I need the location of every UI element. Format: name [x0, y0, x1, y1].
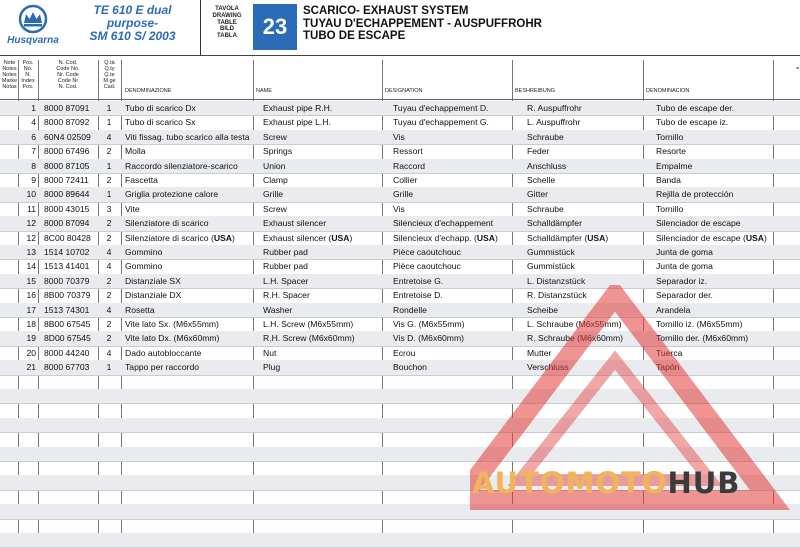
cell-es: Tornillo [656, 203, 684, 214]
cell-code: 8B00 70379 [44, 290, 91, 301]
watermark-text [472, 466, 740, 500]
cell-en: Plug [263, 362, 281, 373]
cell-es: Separador iz. [656, 275, 708, 286]
brand-name: Husqvarna [7, 35, 59, 46]
col-header-line: Pos. [22, 60, 34, 66]
cell-code: 8C00 80428 [44, 232, 91, 243]
cell-pos: 8 [31, 160, 36, 171]
cell-en: Nut [263, 347, 277, 358]
header-divider [200, 0, 201, 55]
cell-code: 8000 87105 [44, 160, 90, 171]
cell-fr: Vis [393, 131, 405, 142]
cell-es: Tubo de escape iz. [656, 117, 729, 128]
col-header-line: Notas [2, 84, 17, 90]
table-row [0, 115, 800, 129]
cell-it: Gommino [125, 247, 163, 257]
cell-pos: 16 [26, 290, 36, 301]
cell-qty: 2 [106, 175, 112, 185]
plate-label-line: TABLA [217, 33, 237, 40]
cell-de: Feder [527, 146, 550, 157]
cell-code: 8B00 67545 [44, 319, 91, 329]
cell-fr: Tuyau d'echappement D. [393, 103, 489, 113]
col-code-header [39, 60, 97, 100]
cell-qty: 4 [106, 347, 112, 358]
cell-es: Resorte [656, 146, 687, 157]
cell-de: Schalldämpfer (USA) [527, 232, 609, 243]
table-row [0, 259, 800, 273]
table-row [0, 202, 800, 216]
cell-it: Raccordo silenziatore-scarico [125, 160, 238, 171]
cell-en: Clamp [263, 175, 288, 185]
col-header-line: No. [23, 66, 33, 72]
section-title: SCARICO- EXHAUST SYSTEM [303, 5, 469, 17]
cell-de: Schraube [527, 203, 564, 214]
empty-row [0, 418, 800, 432]
table-row [0, 303, 800, 317]
cell-es: Tuerca [656, 347, 683, 358]
cell-pos: 11 [27, 203, 36, 214]
plate-label [204, 6, 250, 40]
cell-code: 8000 89644 [44, 189, 90, 200]
cell-qty: 1 [106, 103, 112, 113]
cell-it: Silenziatore di scarico (USA) [125, 232, 235, 243]
cell-it: Griglia protezione calore [125, 189, 219, 200]
empty-row [0, 447, 800, 461]
cell-qty: 2 [106, 275, 112, 286]
watermark-hub: HUB [667, 466, 741, 500]
cell-de: L. Distanzstück [527, 275, 586, 286]
model-line: TE 610 E dual [93, 3, 172, 17]
cell-it: Gommino [125, 261, 163, 272]
col-qty-header [99, 60, 120, 100]
cell-de: Schalldämpfer [527, 218, 582, 229]
cell-es: Tapón [656, 362, 680, 373]
cell-fr: Raccord [393, 160, 425, 171]
cell-en: Grille [263, 189, 284, 200]
cell-it: Fascetta [125, 175, 158, 185]
cell-qty: 4 [106, 131, 112, 142]
cell-de: Verschluss [527, 362, 569, 373]
cell-fr: Grille [393, 189, 414, 200]
cell-fr: Vis [393, 203, 405, 214]
empty-row [0, 389, 800, 403]
cell-en: Exhaust silencer [263, 218, 327, 229]
cell-fr: Silencieux d'echappement [393, 218, 494, 229]
cell-fr: Pièce caoutchouc [393, 261, 461, 272]
cell-qty: 2 [106, 290, 112, 301]
col-header-line: Notes [2, 72, 17, 78]
col-it-header: DENOMINAZIONE [125, 88, 172, 94]
cell-es: Tornillo [656, 131, 684, 142]
cell-code: 8000 87091 [44, 103, 90, 113]
cell-pos: 17 [26, 304, 36, 315]
col-pos-header [19, 60, 37, 100]
cell-fr: Tuyau d'echappement G. [393, 117, 489, 128]
table-row [0, 331, 800, 345]
watermark-automoto: AUTOMOTO [472, 466, 668, 500]
table-row [0, 101, 800, 115]
model-title [70, 4, 195, 43]
cell-fr: Entretoise D. [393, 290, 443, 301]
table-row [0, 159, 800, 173]
cell-de: Gummistück [527, 247, 575, 257]
cell-de: R. Schraube (M6x60mm) [527, 333, 623, 344]
cell-de: Scheibe [527, 304, 559, 315]
cell-qty: 3 [106, 203, 112, 214]
cell-es: Junta de goma [656, 247, 713, 257]
cell-pos: 6 [31, 131, 36, 142]
col-header-line: N. Cod. [58, 84, 78, 90]
col-header-line: N. Cod. [58, 60, 78, 66]
cell-code: 1513 74301 [44, 304, 90, 315]
cell-code: 1513 41401 [44, 261, 90, 272]
cell-it: Vite [125, 203, 140, 214]
cell-qty: 1 [106, 362, 112, 373]
col-header-line: Nr. Code [57, 72, 79, 78]
col-notes-header [1, 60, 18, 100]
cell-en: Washer [263, 304, 293, 315]
col-header-line: Code No. [56, 66, 80, 72]
col-header-line: Cad. [103, 84, 116, 90]
plate-label-line: TABLE [217, 19, 237, 26]
col-header-line: Q.te [104, 72, 115, 78]
cell-en: Screw [263, 131, 287, 142]
cell-it: Tubo di scarico Dx [125, 103, 196, 113]
cell-pos: 21 [26, 362, 36, 373]
col-header-line: M.ge [103, 78, 116, 84]
section-titles [303, 5, 542, 43]
cell-pos: 15 [26, 275, 36, 286]
cell-fr: Ressort [393, 146, 423, 157]
cell-qty: 4 [106, 304, 112, 315]
cell-it: Tappo per raccordo [125, 362, 200, 373]
cell-pos: 10 [26, 189, 36, 200]
col-extra-header: = [796, 66, 800, 72]
cell-qty: 2 [106, 319, 112, 329]
empty-row [0, 504, 800, 518]
table-row [0, 245, 800, 259]
cell-qty: 2 [106, 333, 112, 344]
cell-it: Rosetta [125, 304, 155, 315]
cell-pos: 13 [26, 247, 36, 257]
cell-de: L. Auspuffrohr [527, 117, 581, 128]
cell-qty: 1 [106, 189, 112, 200]
cell-fr: Rondelle [393, 304, 427, 315]
table-row [0, 144, 800, 158]
cell-en: Screw [263, 203, 287, 214]
table-row [0, 317, 800, 331]
cell-fr: Collier [393, 175, 418, 185]
table-row [0, 288, 800, 302]
empty-row [0, 403, 800, 417]
cell-de: R. Auspuffrohr [527, 103, 582, 113]
cell-it: Distanziale DX [125, 290, 182, 301]
cell-fr: Bouchon [393, 362, 427, 373]
section-title: TUYAU D'ECHAPPEMENT - AUSPUFFROHR [303, 17, 542, 30]
cell-code: 8000 70379 [44, 275, 90, 286]
cell-it: Silenziatore di scarico [125, 218, 209, 229]
cell-it: Molla [125, 146, 146, 157]
table-row [0, 274, 800, 288]
plate-label-line: TAVOLA [215, 6, 239, 12]
cell-en: Rubber pad [263, 261, 308, 272]
table-row [0, 360, 800, 374]
cell-fr: Silencieux d'echapp. (USA) [393, 232, 498, 243]
cell-qty: 2 [106, 218, 112, 229]
header-rule [0, 99, 800, 100]
cell-code: 8000 72411 [44, 175, 89, 185]
col-header-line: Index [21, 78, 35, 84]
plate-label-line: BILD [220, 26, 234, 33]
cell-es: Silenciador de escape (USA) [656, 232, 767, 243]
model-line: SM 610 S/ 2003 [89, 29, 176, 43]
cell-fr: Ecrou [393, 347, 416, 358]
cell-qty: 4 [106, 261, 112, 272]
cell-code: 8000 67496 [44, 146, 90, 157]
plate-label-line: DRAWING [212, 12, 242, 19]
cell-it: Vite lato Dx. (M6x60mm) [125, 333, 220, 344]
col-en-header: NAME [256, 88, 272, 94]
cell-de: Schraube [527, 131, 564, 142]
cell-pos: 12 [26, 232, 36, 243]
cell-en: R.H. Spacer [263, 290, 310, 301]
cell-en: Union [263, 160, 286, 171]
cell-qty: 2 [106, 146, 112, 157]
cell-pos: 9 [31, 175, 36, 185]
cell-code: 1514 10702 [44, 247, 90, 257]
cell-pos: 18 [26, 319, 36, 329]
cell-en: R.H. Screw (M6x60mm) [263, 333, 355, 344]
cell-en: L.H. Screw (M6x55mm) [263, 319, 354, 329]
empty-row [0, 533, 800, 547]
page-header [0, 0, 800, 56]
empty-row [0, 432, 800, 446]
col-header-line: Marke [1, 78, 18, 84]
cell-fr: Vis G. (M6x55mm) [393, 319, 465, 329]
cell-pos: 12 [26, 218, 36, 229]
cell-it: Tubo di scarico Sx [125, 117, 196, 128]
cell-fr: Pièce caoutchouc [393, 247, 461, 257]
cell-it: Vite lato Sx. (M6x55mm) [125, 319, 219, 329]
husqvarna-crown-icon [16, 4, 50, 34]
cell-es: Tornillo der. (M6x60mm) [656, 333, 749, 344]
cell-es: Silenciador de escape [656, 218, 741, 229]
cell-fr: Entretoise G. [393, 275, 444, 286]
table-row [0, 216, 800, 230]
cell-en: Rubber pad [263, 247, 308, 257]
cell-qty: 2 [106, 232, 112, 243]
col-header-line: Q.tà [104, 60, 115, 66]
cell-code: 8000 87094 [44, 218, 90, 229]
cell-en: L.H. Spacer [263, 275, 309, 286]
cell-code: 8000 43015 [44, 203, 90, 214]
cell-pos: 1 [31, 103, 36, 113]
col-header-line: Pos. [22, 84, 34, 90]
cell-pos: 19 [26, 333, 36, 344]
col-header-line: Code Nr [57, 78, 79, 84]
brand-logo [2, 4, 64, 50]
col-header-line: Note [3, 60, 16, 66]
cell-de: L. Schraube (M6x55mm) [527, 319, 622, 329]
cell-qty: 1 [106, 160, 112, 171]
table-row [0, 346, 800, 360]
cell-es: Arandela [656, 304, 691, 315]
cell-code: 8000 87092 [44, 117, 90, 128]
empty-row [0, 375, 800, 389]
cell-qty: 1 [106, 117, 112, 128]
cell-es: Tornillo iz. (M6x55mm) [656, 319, 743, 329]
cell-code: 60N4 02509 [44, 131, 91, 142]
col-de-header: BESHREIBUNG [515, 88, 556, 94]
cell-de: Schelle [527, 175, 556, 185]
table-row [0, 187, 800, 201]
section-title: TUBO DE ESCAPE [303, 30, 406, 42]
col-fr-header: DESIGNATION [385, 88, 423, 94]
col-header-line: Notes [2, 66, 17, 72]
cell-es: Empalme [656, 160, 693, 171]
plate-number: 23 [253, 4, 297, 50]
cell-pos: 4 [31, 117, 36, 128]
table-row [0, 130, 800, 144]
cell-es: Rejilla de protección [656, 189, 734, 200]
cell-it: Distanziale SX [125, 275, 181, 286]
cell-en: Exhaust pipe L.H. [263, 117, 331, 128]
cell-it: Viti fissag. tubo scarico alla testa [125, 131, 250, 142]
cell-de: R. Distanzstück [527, 290, 587, 301]
cell-de: Mutter [527, 347, 552, 358]
cell-es: Separador der. [656, 290, 713, 301]
table-row [0, 173, 800, 187]
cell-en: Exhaust silencer (USA) [263, 232, 353, 243]
model-line: purpose- [106, 16, 159, 30]
cell-qty: 4 [106, 247, 112, 257]
cell-es: Junta de goma [656, 261, 713, 272]
cell-pos: 20 [26, 347, 36, 358]
table-row [0, 231, 800, 245]
cell-code: 8000 44240 [44, 347, 90, 358]
cell-it: Dado autobloccante [125, 347, 202, 358]
cell-de: Anschluss [527, 160, 567, 171]
col-header-line: Q.ty [104, 66, 115, 72]
cell-pos: 14 [26, 261, 36, 272]
empty-row [0, 519, 800, 533]
cell-de: Gummistück [527, 261, 575, 272]
cell-es: Tubo de escape der. [656, 103, 735, 113]
cell-en: Springs [263, 146, 293, 157]
cell-code: 8D00 67545 [44, 333, 91, 344]
cell-fr: Vis D. (M6x60mm) [393, 333, 464, 344]
cell-pos: 7 [31, 146, 36, 157]
col-es-header: DENOMINACION [646, 88, 690, 94]
cell-code: 8000 67703 [44, 362, 90, 373]
col-header-line: N. [25, 72, 31, 78]
cell-de: Gitter [527, 189, 549, 200]
cell-en: Exhaust pipe R.H. [263, 103, 333, 113]
cell-es: Banda [656, 175, 681, 185]
